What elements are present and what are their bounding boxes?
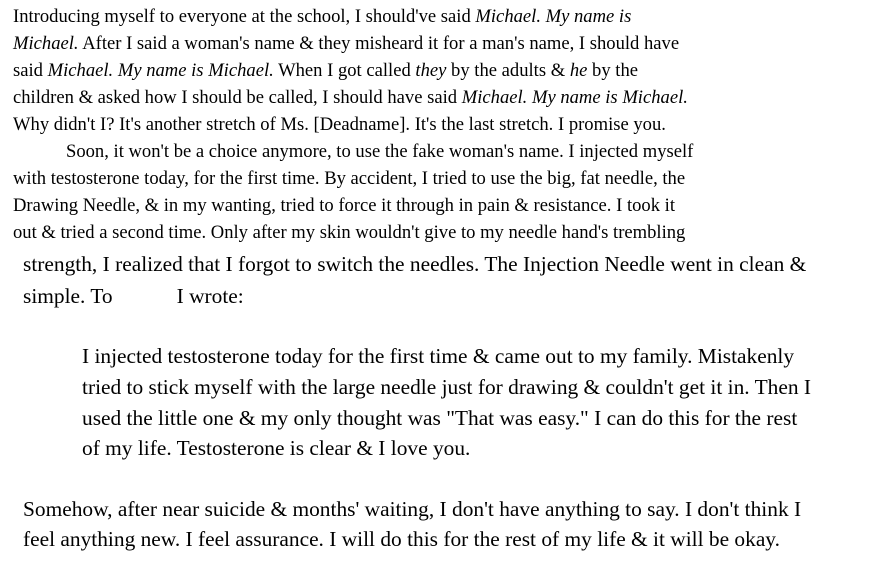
quote-line: tried to stick myself with the large needle just for drawing & couldn't get it in. Then I: [82, 375, 811, 399]
text-span: children & asked how I should be called, I should have said: [13, 87, 462, 108]
text-line: with testosterone today, for the first time. By accident, I tried to use the big, fat needle, the: [13, 168, 686, 189]
italic-span: Michael. My name is Michael.: [47, 60, 274, 81]
text-line: [13, 57, 638, 84]
quote-line: of my life. Testosterone is clear & I love you.: [82, 436, 471, 460]
italic-span: Michael.: [13, 33, 79, 54]
quote-line: used the little one & my only thought was "That was easy." I can do this for the rest: [82, 406, 798, 430]
text-span: by the: [587, 60, 638, 81]
text-line: [13, 30, 679, 57]
text-span: When I got called: [273, 60, 416, 81]
text-line: out & tried a second time. Only after my skin wouldn't give to my needle hand's trembling: [13, 222, 686, 243]
text-line: [13, 3, 631, 30]
italic-span: he: [569, 60, 588, 81]
text-line: [23, 281, 244, 312]
text-line: feel anything new. I feel assurance. I will do this for the rest of my life & it will be okay.: [23, 527, 780, 551]
text-span: said: [13, 60, 48, 81]
text-line: Somehow, after near suicide & months' waiting, I don't have anything to say. I don't think I: [23, 497, 802, 521]
quote-line: I injected testosterone today for the first time & came out to my family. Mistakenly: [82, 344, 795, 368]
text-span: by the adults &: [446, 60, 570, 81]
italic-span: they: [415, 60, 447, 81]
text-span: simple. To: [23, 284, 113, 308]
text-span: After I said a woman's name & they misheard it for a man's name, I should have: [78, 33, 680, 54]
text-span: I wrote:: [176, 284, 244, 308]
text-line: strength, I realized that I forgot to switch the needles. The Injection Needle went in clean &: [23, 252, 807, 276]
text-line: Soon, it won't be a choice anymore, to use the fake woman's name. I injected myself: [66, 141, 694, 162]
italic-span: Michael. My name is: [475, 6, 632, 27]
italic-span: Michael. My name is Michael.: [461, 87, 688, 108]
text-line: [13, 84, 688, 111]
text-span: Introducing myself to everyone at the school, I should've said: [13, 6, 476, 27]
text-line: Why didn't I? It's another stretch of Ms. [Deadname]. It's the last stretch. I promise you.: [13, 114, 666, 135]
text-line: Drawing Needle, & in my wanting, tried to force it through in pain & resistance. I took it: [13, 195, 675, 216]
